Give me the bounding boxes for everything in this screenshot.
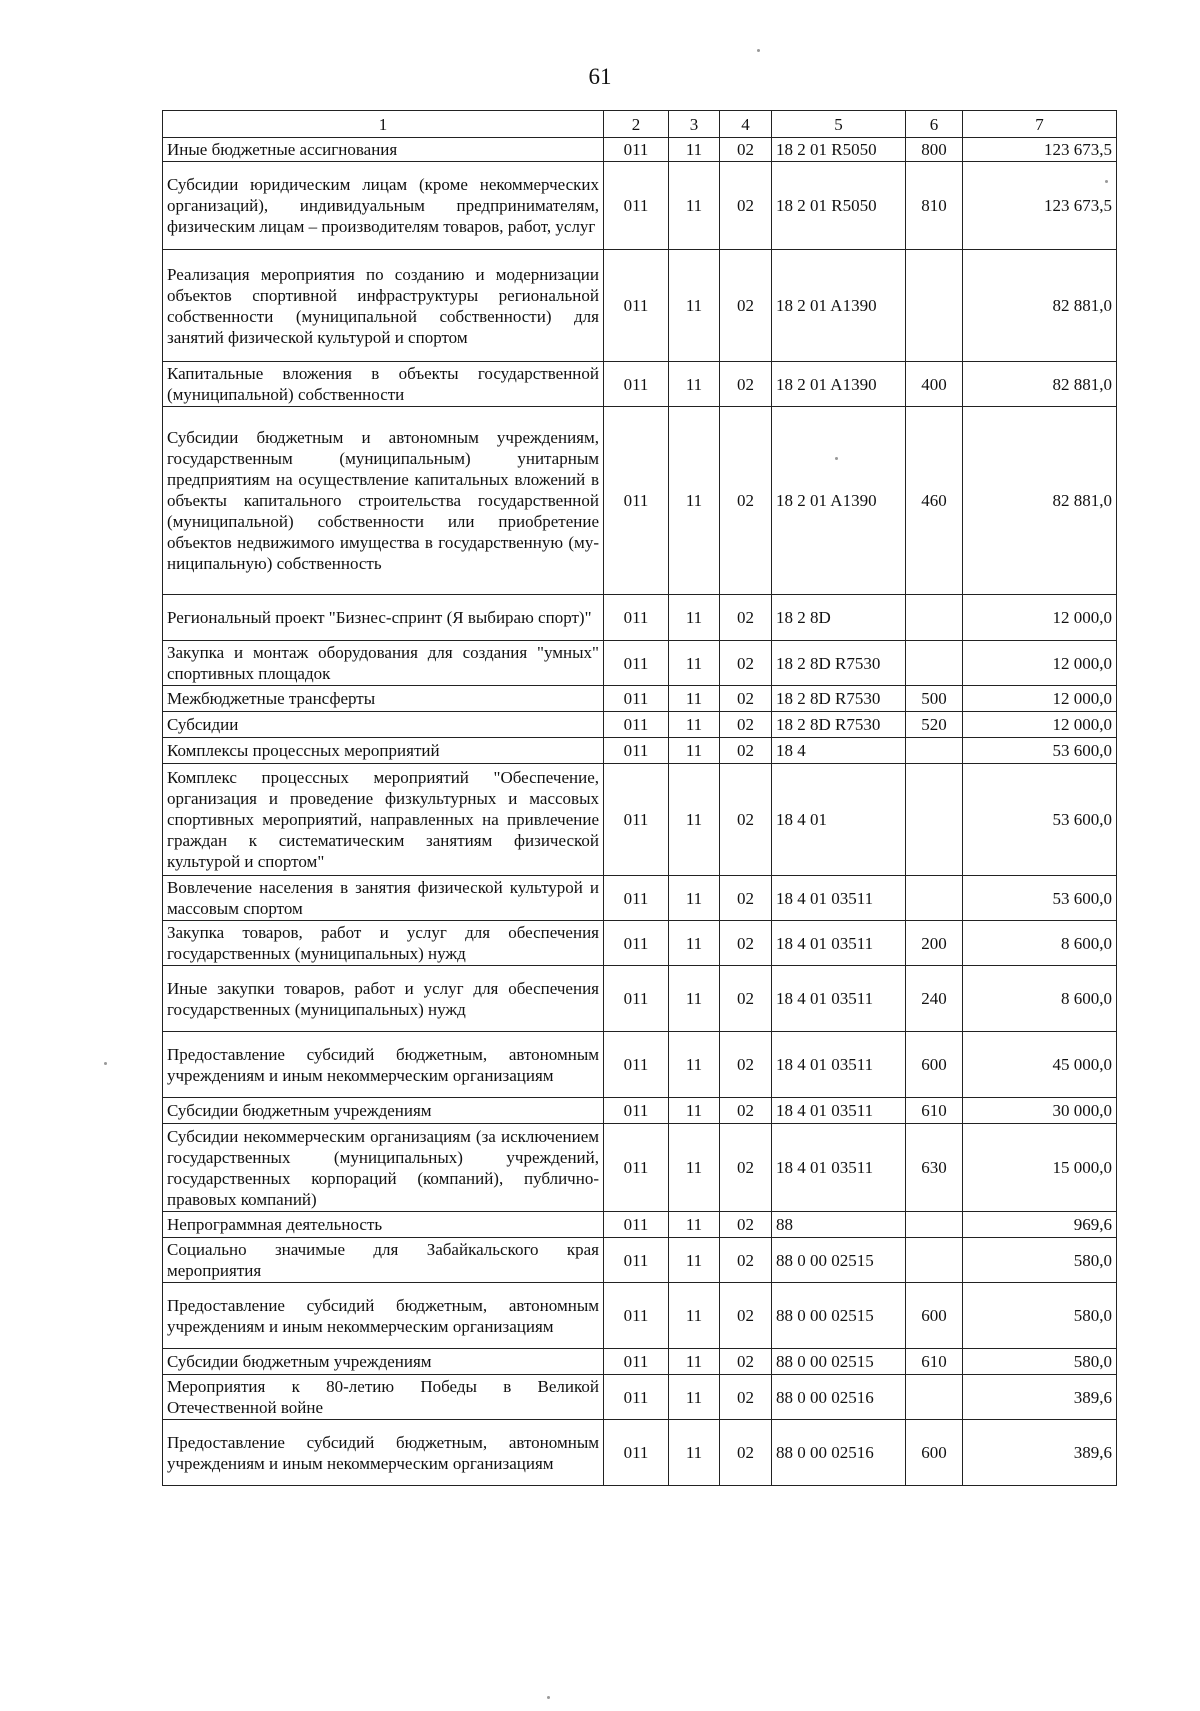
cell-col-3: 11	[669, 1349, 720, 1375]
cell-col-5: 88 0 00 02515	[772, 1349, 906, 1375]
scan-speck	[104, 1062, 107, 1065]
table-row	[163, 1238, 1117, 1283]
table-row	[163, 407, 1117, 595]
cell-col-2: 011	[604, 921, 669, 966]
cell-col-5: 18 4 01 03511	[772, 876, 906, 921]
cell-col-3: 11	[669, 595, 720, 641]
cell-col-3: 11	[669, 1238, 720, 1283]
table-row	[163, 641, 1117, 686]
cell-col-6	[906, 738, 963, 764]
cell-col-4: 02	[720, 712, 772, 738]
cell-col-6: 400	[906, 362, 963, 407]
cell-col-6: 810	[906, 162, 963, 250]
table-row	[163, 1283, 1117, 1349]
cell-col-3: 11	[669, 407, 720, 595]
cell-col-3: 11	[669, 686, 720, 712]
cell-col-3: 11	[669, 362, 720, 407]
cell-col-6	[906, 1375, 963, 1420]
cell-col-3: 11	[669, 1212, 720, 1238]
cell-col-5: 18 2 01 A1390	[772, 407, 906, 595]
cell-col-2: 011	[604, 138, 669, 162]
cell-col-3: 11	[669, 712, 720, 738]
cell-col-6: 460	[906, 407, 963, 595]
cell-col-7: 12 000,0	[963, 595, 1117, 641]
cell-col-4: 02	[720, 595, 772, 641]
cell-col-4: 02	[720, 362, 772, 407]
cell-col-7: 12 000,0	[963, 686, 1117, 712]
cell-col-5: 18 2 01 A1390	[772, 250, 906, 362]
cell-col-6	[906, 595, 963, 641]
table-row	[163, 1212, 1117, 1238]
row-description: Субсидии бюджетным и автономным учреждениям, государственным (муниципальным) унитарным предприятиям на осуществление капитальных вложений в объекты капитального строительства государственной (муниципальной) собственности или приобретение объектов недвижимого имущества в государственную (муниципальную) собственность	[163, 407, 604, 595]
cell-col-5: 18 4 01 03511	[772, 1098, 906, 1124]
cell-col-5: 18 2 01 R5050	[772, 138, 906, 162]
cell-col-4: 02	[720, 162, 772, 250]
header-cell: 1	[163, 111, 604, 138]
cell-col-6	[906, 250, 963, 362]
cell-col-5: 18 4	[772, 738, 906, 764]
table-row	[163, 921, 1117, 966]
cell-col-3: 11	[669, 738, 720, 764]
header-cell: 4	[720, 111, 772, 138]
cell-col-5: 18 4 01 03511	[772, 921, 906, 966]
cell-col-5: 18 2 01 A1390	[772, 362, 906, 407]
cell-col-2: 011	[604, 250, 669, 362]
budget-table	[162, 110, 1117, 1486]
cell-col-5: 88 0 00 02516	[772, 1375, 906, 1420]
cell-col-4: 02	[720, 876, 772, 921]
cell-col-6: 600	[906, 1283, 963, 1349]
cell-col-2: 011	[604, 1212, 669, 1238]
table-row	[163, 966, 1117, 1032]
row-description: Комплексы процессных мероприятий	[163, 738, 604, 764]
cell-col-2: 011	[604, 1098, 669, 1124]
row-description: Иные бюджетные ассигнования	[163, 138, 604, 162]
cell-col-6: 610	[906, 1098, 963, 1124]
cell-col-7: 969,6	[963, 1212, 1117, 1238]
cell-col-3: 11	[669, 1032, 720, 1098]
cell-col-4: 02	[720, 641, 772, 686]
cell-col-3: 11	[669, 1283, 720, 1349]
cell-col-2: 011	[604, 595, 669, 641]
cell-col-3: 11	[669, 1124, 720, 1212]
cell-col-2: 011	[604, 1349, 669, 1375]
cell-col-6	[906, 641, 963, 686]
cell-col-6: 200	[906, 921, 963, 966]
row-description: Вовлечение населения в занятия физической культурой и массовым спортом	[163, 876, 604, 921]
cell-col-3: 11	[669, 921, 720, 966]
cell-col-7: 8 600,0	[963, 921, 1117, 966]
cell-col-5: 18 4 01 03511	[772, 1032, 906, 1098]
cell-col-7: 580,0	[963, 1238, 1117, 1283]
table-row	[163, 712, 1117, 738]
cell-col-4: 02	[720, 1212, 772, 1238]
table-row	[163, 362, 1117, 407]
cell-col-3: 11	[669, 162, 720, 250]
cell-col-4: 02	[720, 1032, 772, 1098]
cell-col-7: 53 600,0	[963, 764, 1117, 876]
cell-col-2: 011	[604, 712, 669, 738]
cell-col-7: 580,0	[963, 1283, 1117, 1349]
scan-speck	[547, 1696, 550, 1699]
cell-col-6: 500	[906, 686, 963, 712]
cell-col-6: 630	[906, 1124, 963, 1212]
cell-col-6: 610	[906, 1349, 963, 1375]
cell-col-4: 02	[720, 686, 772, 712]
cell-col-3: 11	[669, 1375, 720, 1420]
cell-col-4: 02	[720, 1375, 772, 1420]
cell-col-6: 800	[906, 138, 963, 162]
cell-col-7: 8 600,0	[963, 966, 1117, 1032]
cell-col-5: 18 2 8D R7530	[772, 712, 906, 738]
cell-col-2: 011	[604, 641, 669, 686]
cell-col-2: 011	[604, 686, 669, 712]
cell-col-7: 580,0	[963, 1349, 1117, 1375]
cell-col-7: 53 600,0	[963, 876, 1117, 921]
cell-col-2: 011	[604, 1124, 669, 1212]
cell-col-2: 011	[604, 1238, 669, 1283]
table-row	[163, 250, 1117, 362]
cell-col-7: 389,6	[963, 1420, 1117, 1486]
cell-col-7: 12 000,0	[963, 712, 1117, 738]
cell-col-5: 18 2 8D R7530	[772, 686, 906, 712]
row-description: Иные закупки товаров, работ и услуг для обеспечения государственных (муниципальных) нужд	[163, 966, 604, 1032]
cell-col-7: 123 673,5	[963, 138, 1117, 162]
table-row	[163, 1375, 1117, 1420]
cell-col-2: 011	[604, 876, 669, 921]
row-description: Мероприятия к 80-летию Победы в Великой Отечественной войне	[163, 1375, 604, 1420]
cell-col-7: 82 881,0	[963, 407, 1117, 595]
cell-col-5: 18 2 01 R5050	[772, 162, 906, 250]
row-description: Межбюджетные трансферты	[163, 686, 604, 712]
row-description: Региональный проект "Бизнес-спринт (Я выбираю спорт)"	[163, 595, 604, 641]
page-number: 61	[588, 64, 612, 89]
row-description: Реализация мероприятия по созданию и модернизации объектов спортивной инфраструктуры региональной собственности (муниципальной собственности) для занятий физической культурой и спортом	[163, 250, 604, 362]
table-body	[163, 138, 1117, 1486]
table-row	[163, 764, 1117, 876]
cell-col-3: 11	[669, 764, 720, 876]
row-description: Комплекс процессных мероприятий "Обеспечение, организация и проведение физкультурных и массовых спортивных мероприятий, направленных на привлечение граждан к систематическим занятиям физической культурой и спортом"	[163, 764, 604, 876]
cell-col-7: 123 673,5	[963, 162, 1117, 250]
table-row	[163, 738, 1117, 764]
cell-col-7: 45 000,0	[963, 1032, 1117, 1098]
cell-col-3: 11	[669, 1098, 720, 1124]
cell-col-2: 011	[604, 362, 669, 407]
cell-col-7: 82 881,0	[963, 250, 1117, 362]
table-row	[163, 595, 1117, 641]
cell-col-2: 011	[604, 407, 669, 595]
cell-col-2: 011	[604, 1420, 669, 1486]
row-description: Капитальные вложения в объекты государственной (муниципальной) собственности	[163, 362, 604, 407]
cell-col-3: 11	[669, 250, 720, 362]
row-description: Субсидии некоммерческим организациям (за исключением государственных (муниципальных) учреждений, государственных корпораций (компаний), публично-правовых компаний)	[163, 1124, 604, 1212]
header-cell: 7	[963, 111, 1117, 138]
cell-col-5: 88 0 00 02515	[772, 1283, 906, 1349]
cell-col-2: 011	[604, 738, 669, 764]
row-description: Субсидии бюджетным учреждениям	[163, 1098, 604, 1124]
cell-col-4: 02	[720, 138, 772, 162]
cell-col-3: 11	[669, 641, 720, 686]
table-row	[163, 1032, 1117, 1098]
cell-col-4: 02	[720, 250, 772, 362]
row-description: Социально значимые для Забайкальского края мероприятия	[163, 1238, 604, 1283]
cell-col-5: 18 2 8D R7530	[772, 641, 906, 686]
cell-col-4: 02	[720, 407, 772, 595]
cell-col-6	[906, 1238, 963, 1283]
table-row	[163, 686, 1117, 712]
cell-col-4: 02	[720, 738, 772, 764]
table-row	[163, 1420, 1117, 1486]
table-row	[163, 162, 1117, 250]
row-description: Субсидии юридическим лицам (кроме некоммерческих организаций), индивидуальным предпринимателям, физическим лицам – производителям товаров, работ, услуг	[163, 162, 604, 250]
cell-col-6: 520	[906, 712, 963, 738]
cell-col-3: 11	[669, 138, 720, 162]
cell-col-7: 15 000,0	[963, 1124, 1117, 1212]
cell-col-5: 88 0 00 02516	[772, 1420, 906, 1486]
cell-col-4: 02	[720, 1349, 772, 1375]
header-row	[163, 111, 1117, 138]
table-row	[163, 876, 1117, 921]
cell-col-2: 011	[604, 1283, 669, 1349]
row-description: Предоставление субсидий бюджетным, автономным учреждениям и иным некоммерческим организациям	[163, 1032, 604, 1098]
scan-speck	[757, 49, 760, 52]
row-description: Субсидии	[163, 712, 604, 738]
cell-col-2: 011	[604, 1375, 669, 1420]
row-description: Предоставление субсидий бюджетным, автономным учреждениям и иным некоммерческим организациям	[163, 1420, 604, 1486]
cell-col-5: 88 0 00 02515	[772, 1238, 906, 1283]
header-cell: 3	[669, 111, 720, 138]
cell-col-4: 02	[720, 1124, 772, 1212]
row-description: Субсидии бюджетным учреждениям	[163, 1349, 604, 1375]
cell-col-4: 02	[720, 966, 772, 1032]
cell-col-4: 02	[720, 1283, 772, 1349]
header-cell: 2	[604, 111, 669, 138]
cell-col-7: 53 600,0	[963, 738, 1117, 764]
cell-col-4: 02	[720, 764, 772, 876]
cell-col-7: 30 000,0	[963, 1098, 1117, 1124]
cell-col-3: 11	[669, 966, 720, 1032]
cell-col-4: 02	[720, 1098, 772, 1124]
cell-col-6: 600	[906, 1420, 963, 1486]
cell-col-5: 18 4 01 03511	[772, 1124, 906, 1212]
header-cell: 5	[772, 111, 906, 138]
cell-col-7: 12 000,0	[963, 641, 1117, 686]
row-description: Закупка товаров, работ и услуг для обеспечения государственных (муниципальных) нужд	[163, 921, 604, 966]
cell-col-4: 02	[720, 921, 772, 966]
cell-col-3: 11	[669, 876, 720, 921]
row-description: Предоставление субсидий бюджетным, автономным учреждениям и иным некоммерческим организациям	[163, 1283, 604, 1349]
cell-col-2: 011	[604, 966, 669, 1032]
cell-col-6	[906, 876, 963, 921]
cell-col-5: 18 4 01	[772, 764, 906, 876]
cell-col-7: 389,6	[963, 1375, 1117, 1420]
cell-col-7: 82 881,0	[963, 362, 1117, 407]
table-row	[163, 1349, 1117, 1375]
scan-speck	[1105, 180, 1108, 183]
cell-col-2: 011	[604, 1032, 669, 1098]
header-cell: 6	[906, 111, 963, 138]
cell-col-4: 02	[720, 1238, 772, 1283]
cell-col-3: 11	[669, 1420, 720, 1486]
cell-col-5: 18 4 01 03511	[772, 966, 906, 1032]
table-row	[163, 138, 1117, 162]
cell-col-2: 011	[604, 162, 669, 250]
cell-col-6: 600	[906, 1032, 963, 1098]
cell-col-6: 240	[906, 966, 963, 1032]
table-row	[163, 1124, 1117, 1212]
cell-col-5: 88	[772, 1212, 906, 1238]
row-description: Закупка и монтаж оборудования для создания "умных" спортивных площадок	[163, 641, 604, 686]
cell-col-6	[906, 1212, 963, 1238]
table-row	[163, 1098, 1117, 1124]
cell-col-5: 18 2 8D	[772, 595, 906, 641]
cell-col-6	[906, 764, 963, 876]
cell-col-2: 011	[604, 764, 669, 876]
row-description: Непрограммная деятельность	[163, 1212, 604, 1238]
cell-col-4: 02	[720, 1420, 772, 1486]
scan-speck	[835, 457, 838, 460]
